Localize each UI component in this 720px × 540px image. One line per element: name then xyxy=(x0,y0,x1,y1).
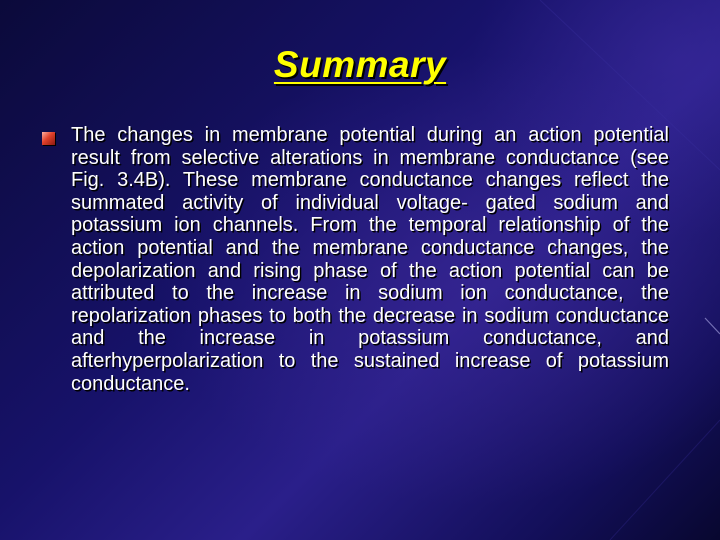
slide-title: Summary xyxy=(273,44,447,85)
list-item xyxy=(42,124,672,395)
square-bullet-icon xyxy=(42,132,55,145)
bullet-text: The changes in membrane potential during an action potential result from selective alterations in membrane conductance (see Fig. 3.4B). These membrane conductance changes reflect the summated activity of individual voltage- gated sodium and potassium ion channels. From the temporal relationship of the action potential and the membrane conductance changes, the depolarization and rising phase of the action potential can be attributed to the increase in sodium ion conductance, the repolarization phases to both the decrease in sodium conductance and the increase in potassium conductance, and afterhyperpolarization to the sustained increase of potassium conductance. xyxy=(71,124,669,395)
bullet-list xyxy=(42,124,672,395)
